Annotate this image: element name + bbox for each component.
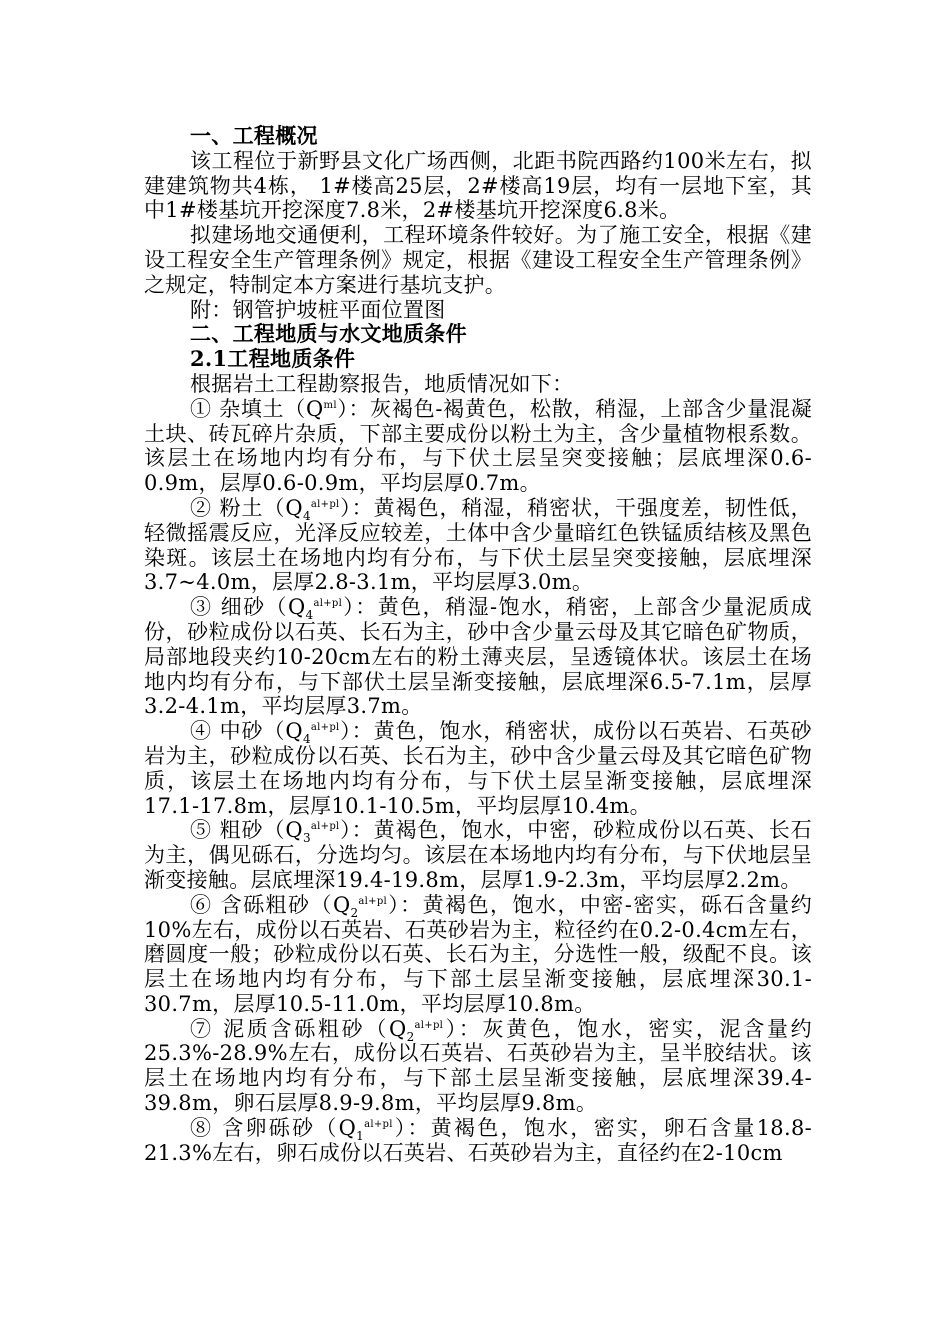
layer-item: ⑧ 含卵砾砂$(Q_1^{al+pl})$：黄褐色，饱水，密实，卵石含量18.8-21.3%左右，卵石成份以石英岩、石英砂岩为主，直径约在2-10cm (144, 1115, 812, 1165)
section-heading-overview: 一、工程概况 (190, 123, 318, 148)
layer-item: ② 粉土$(Q_4^{al+pl})$：黄褐色，稍湿，稍密状，干强度差，韧性低，轻微摇震反应，光泽反应较差，土体中含少量暗红色铁锰质结核及黑色染斑。该层土在场地内均有分布，与下伏土层呈突变接触，层底埋深3.7~4.0m，层厚2.8-3.1m，平均层厚3.0m。 (144, 495, 812, 595)
document-page (144, 124, 812, 1165)
section-heading-geology: 二、工程地质与水文地质条件 (190, 321, 467, 347)
layer-item: ④ 中砂$(Q_4^{al+pl})$：黄色，饱水，稍密状，成份以石英岩、石英砂岩为主，砂粒成份以石英、长石为主，砂中含少量云母及其它暗色矿物质，该层土在场地内均有分布，与下伏土层呈渐变接触，层底埋深17.1-17.8m，层厚10.1-10.5m，平均层厚10.4m。 (144, 719, 812, 818)
layer-item: ③ 细砂$(Q_4^{al+pl})$：黄色，稍湿-饱水，稍密，上部含少量泥质成份，砂粒成份以石英、长石为主，砂中含少量云母及其它暗色矿物质，局部地段夹约10-20cm左右的粉土薄夹层，呈透镜体状。该层土在场地内均有分布，与下部伏土层呈渐变接触，层底埋深6.5-7.1m，层厚3.2-4.1m，平均层厚3.7m。 (144, 595, 812, 719)
layer-item: ⑤ 粗砂$(Q_3^{al+pl})$：黄褐色，饱水，中密，砂粒成份以石英、长石为主，偶见砾石，分选均匀。该层在本场地内均有分布，与下伏地层呈渐变接触。层底埋深19.4-19.8m，层厚1.9-2.3m，平均层厚2.2m。 (144, 818, 812, 892)
paragraph-site-conditions: 拟建场地交通便利，工程环境条件较好。为了施工安全，根据《建设工程安全生产管理条例》规定，根据《建设工程安全生产管理条例》之规定，特制定本方案进行基坑支护。 (144, 223, 812, 297)
layer-item: ⑥ 含砾粗砂$(Q_2^{al+pl})$：黄褐色，饱水，中密-密实，砾石含量约10%左右，成份以石英岩、石英砂岩为主，粒径约在0.2-0.4cm左右，磨圆度一般；砂粒成份以石英、长石为主，分选性一般，级配不良。该层土在场地内均有分布，与下部土层呈渐变接触，层底埋深30.1-30.7m，层厚10.5-11.0m，平均层厚10.8m。 (144, 892, 812, 1016)
paragraph-survey-intro: 根据岩土工程勘察报告，地质情况如下： (190, 371, 574, 396)
paragraph-project-location: 该工程位于新野县文化广场西侧，北距书院西路约100米左右，拟建建筑物共4栋， 1#楼高25层，2#楼高19层，均有一层地下室，其中1#楼基坑开挖深度7.8米，2#楼基坑开挖深度6.8米。 (144, 148, 812, 223)
paragraph-attachment-note: 附：钢管护坡桩平面位置图 (190, 297, 446, 322)
layer-item: ① 杂填土$(Q^{ml})$：灰褐色-褐黄色，松散，稍湿，上部含少量混凝土块、砖瓦碎片杂质，下部主要成份以粉土为主，含少量植物根系数。该层土在场地内均有分布，与下伏土层呈突变接触；层底埋深0.6-0.9m，层厚0.6-0.9m，平均层厚0.7m。 (144, 396, 812, 496)
layer-item: ⑦ 泥质含砾粗砂$(Q_2^{al+pl})$：灰黄色，饱水，密实，泥含量约25.3%-28.9%左右，成份以石英岩、石英砂岩为主，呈半胶结状。该层土在场地内均有分布，与下部土层呈渐变接触，层底埋深39.4-39.8m，卵石层厚8.9-9.8m，平均层厚9.8m。 (144, 1016, 812, 1116)
subsection-heading-geology-conditions: 2.1工程地质条件 (190, 346, 356, 372)
